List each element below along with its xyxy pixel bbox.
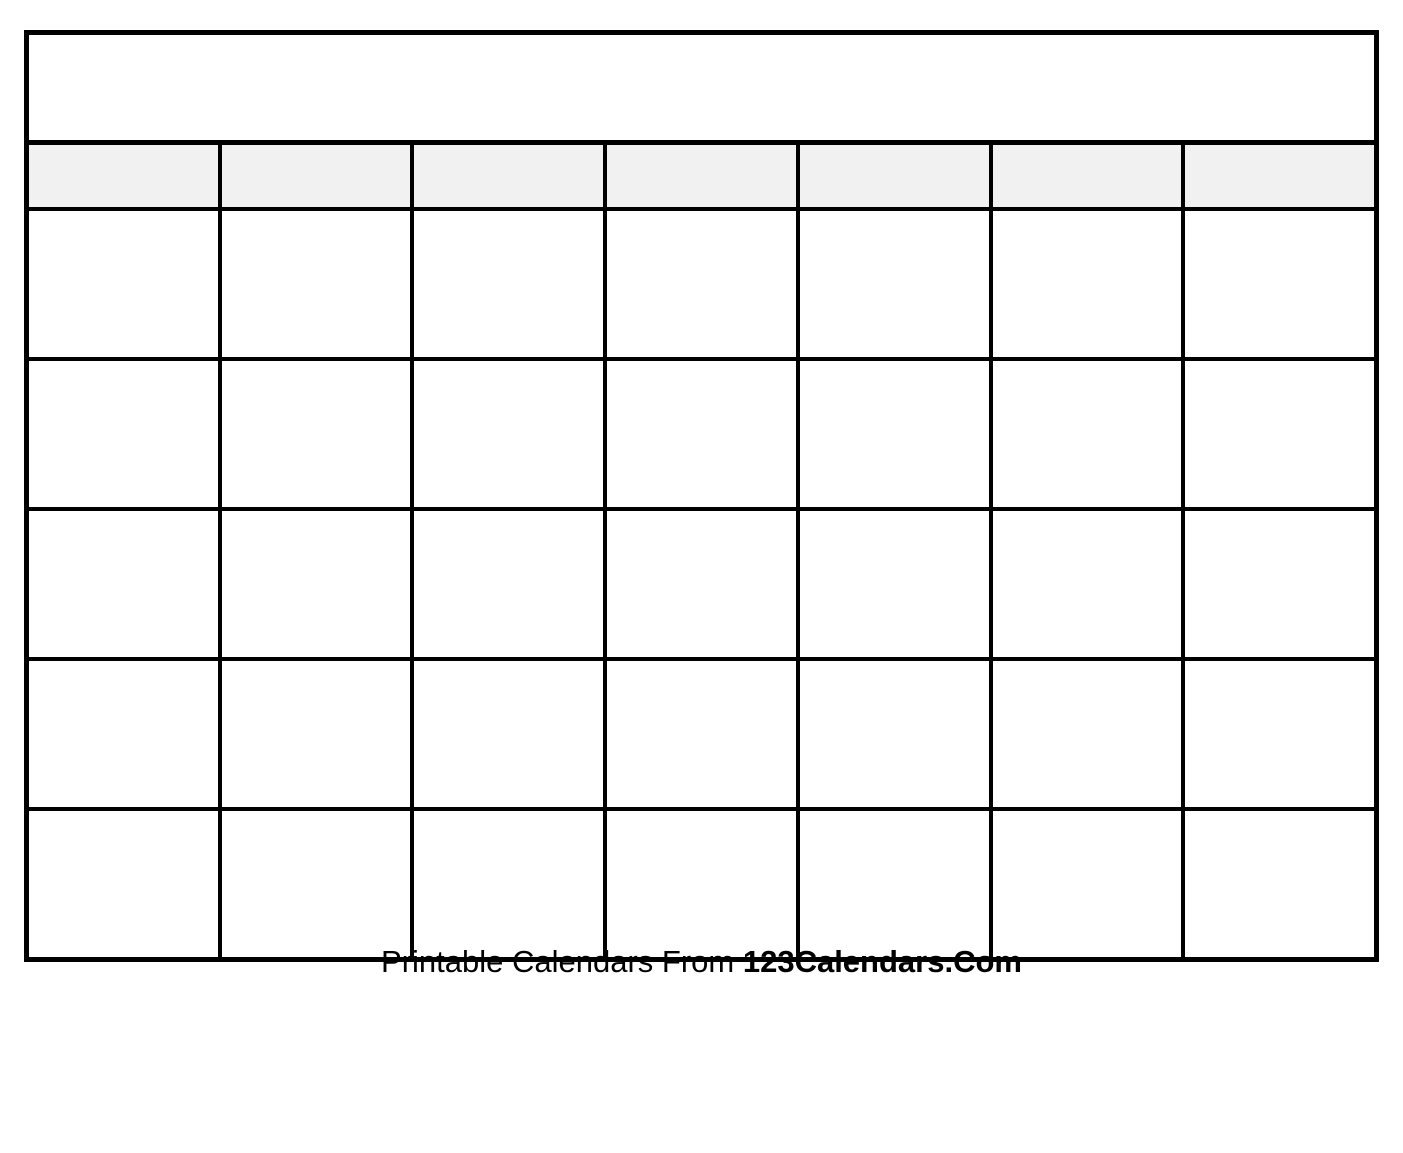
day-cell[interactable] bbox=[29, 361, 222, 507]
day-cell[interactable] bbox=[29, 511, 222, 657]
footer-brand: 123Calendars.Com bbox=[742, 944, 1022, 979]
calendar-grid bbox=[24, 30, 1379, 962]
day-cell[interactable] bbox=[993, 361, 1186, 507]
day-cell[interactable] bbox=[1185, 211, 1374, 357]
calendar-week-row bbox=[29, 811, 1374, 957]
day-cell[interactable] bbox=[414, 511, 607, 657]
weekday-header-cell-6 bbox=[993, 145, 1186, 207]
calendar-week-row bbox=[29, 661, 1374, 811]
day-cell[interactable] bbox=[800, 661, 993, 807]
day-cell[interactable] bbox=[414, 811, 607, 957]
day-cell[interactable] bbox=[1185, 511, 1374, 657]
day-cell[interactable] bbox=[993, 511, 1186, 657]
day-cell[interactable] bbox=[993, 211, 1186, 357]
calendar-title-row bbox=[29, 35, 1374, 145]
day-cell[interactable] bbox=[607, 211, 800, 357]
day-cell[interactable] bbox=[800, 811, 993, 957]
day-cell[interactable] bbox=[29, 811, 222, 957]
day-cell[interactable] bbox=[414, 361, 607, 507]
day-cell[interactable] bbox=[993, 661, 1186, 807]
calendar-week-row bbox=[29, 211, 1374, 361]
day-cell[interactable] bbox=[222, 361, 415, 507]
weekday-header-row bbox=[29, 145, 1374, 211]
day-cell[interactable] bbox=[414, 661, 607, 807]
weekday-header-cell-5 bbox=[800, 145, 993, 207]
footer-prefix: Printable Calendars From bbox=[381, 944, 743, 979]
day-cell[interactable] bbox=[607, 361, 800, 507]
day-cell[interactable] bbox=[222, 211, 415, 357]
weekday-header-cell-4 bbox=[607, 145, 800, 207]
weekday-header-cell-3 bbox=[414, 145, 607, 207]
day-cell[interactable] bbox=[800, 361, 993, 507]
day-cell[interactable] bbox=[222, 811, 415, 957]
calendar-week-row bbox=[29, 511, 1374, 661]
calendar-week-row bbox=[29, 361, 1374, 511]
page-title bbox=[29, 35, 1374, 140]
day-cell[interactable] bbox=[993, 811, 1186, 957]
weekday-header-cell-1 bbox=[29, 145, 222, 207]
day-cell[interactable] bbox=[1185, 811, 1374, 957]
day-cell[interactable] bbox=[29, 661, 222, 807]
weekday-header-cell-2 bbox=[222, 145, 415, 207]
day-cell[interactable] bbox=[607, 811, 800, 957]
day-cell[interactable] bbox=[607, 511, 800, 657]
weekday-header-cell-7 bbox=[1185, 145, 1374, 207]
day-cell[interactable] bbox=[800, 511, 993, 657]
day-cell[interactable] bbox=[222, 661, 415, 807]
day-cell[interactable] bbox=[1185, 661, 1374, 807]
day-cell[interactable] bbox=[800, 211, 993, 357]
day-cell[interactable] bbox=[29, 211, 222, 357]
footer-credit bbox=[0, 944, 1403, 980]
day-cell[interactable] bbox=[1185, 361, 1374, 507]
day-cell[interactable] bbox=[607, 661, 800, 807]
day-cell[interactable] bbox=[414, 211, 607, 357]
day-cell[interactable] bbox=[222, 511, 415, 657]
